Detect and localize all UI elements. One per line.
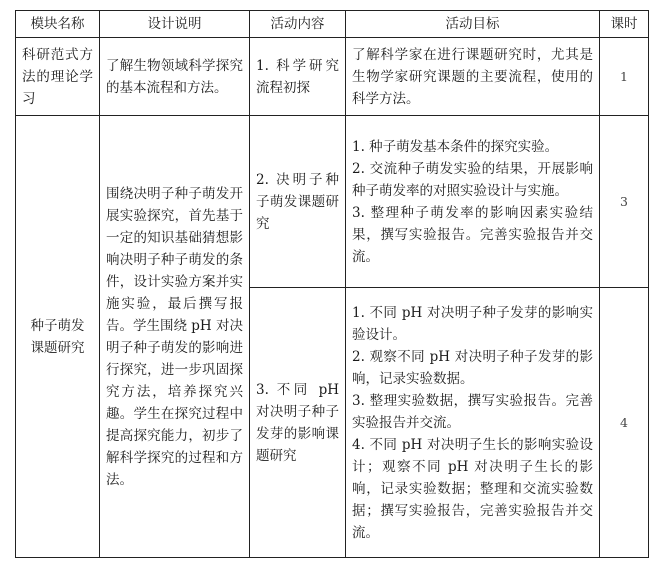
hours-cell: 4 xyxy=(600,288,649,558)
goal-cell: 1. 种子萌发基本条件的探究实验。 2. 交流种子萌发实验的结果，开展影响种子萌发率的对照实验设计与实施。 3. 整理种子萌发率的影响因素实验结果，撰写实验报告。完善实验报告并交流。 xyxy=(346,116,600,288)
hours-cell: 3 xyxy=(600,116,649,288)
hours-cell: 1 xyxy=(600,38,649,116)
header-hours: 课时 xyxy=(600,11,649,38)
activity-cell: 3. 不同 pH 对决明子种子发芽的影响课题研究 xyxy=(250,288,346,558)
goal-cell: 1. 不同 pH 对决明子种子发芽的影响实验设计。 2. 观察不同 pH 对决明子种子发芽的影响，记录实验数据。 3. 整理实验数据，撰写实验报告。完善实验报告并交流。 4. 不同 pH 对决明子生长的影响实验设计；观察不同 pH 对决明子生长的影响，记录实验数据；整理和交流实验数据；撰写实验报告，完善实验报告并交流。 xyxy=(346,288,600,558)
design-cell: 了解生物领域科学探究的基本流程和方法。 xyxy=(100,38,250,116)
module-cell: 科研范式方法的理论学习 xyxy=(16,38,100,116)
design-cell: 围绕决明子种子萌发开展实验探究，首先基于一定的知识基础猜想影响决明子种子萌发的条件，设计实验方案并实施实验，最后撰写报告。学生围绕 pH 对决明子种子萌发的影响进行探究，进一步巩固探究方法，培养探究兴趣。学生在探究过程中提高探究能力，初步了解科学探究的过程和方法。 xyxy=(100,116,250,558)
header-module: 模块名称 xyxy=(16,11,100,38)
activity-cell: 2. 决明子种子萌发课题研究 xyxy=(250,116,346,288)
header-goal: 活动目标 xyxy=(346,11,600,38)
header-design: 设计说明 xyxy=(100,11,250,38)
table-row xyxy=(16,38,649,116)
module-cell: 种子萌发课题研究 xyxy=(16,116,100,558)
header-activity: 活动内容 xyxy=(250,11,346,38)
goal-cell: 了解科学家在进行课题研究时，尤其是生物学家研究课题的主要流程，使用的科学方法。 xyxy=(346,38,600,116)
table-row xyxy=(16,116,649,288)
header-row xyxy=(16,11,649,38)
activity-cell: 1. 科学研究流程初探 xyxy=(250,38,346,116)
course-plan-table xyxy=(15,10,649,558)
